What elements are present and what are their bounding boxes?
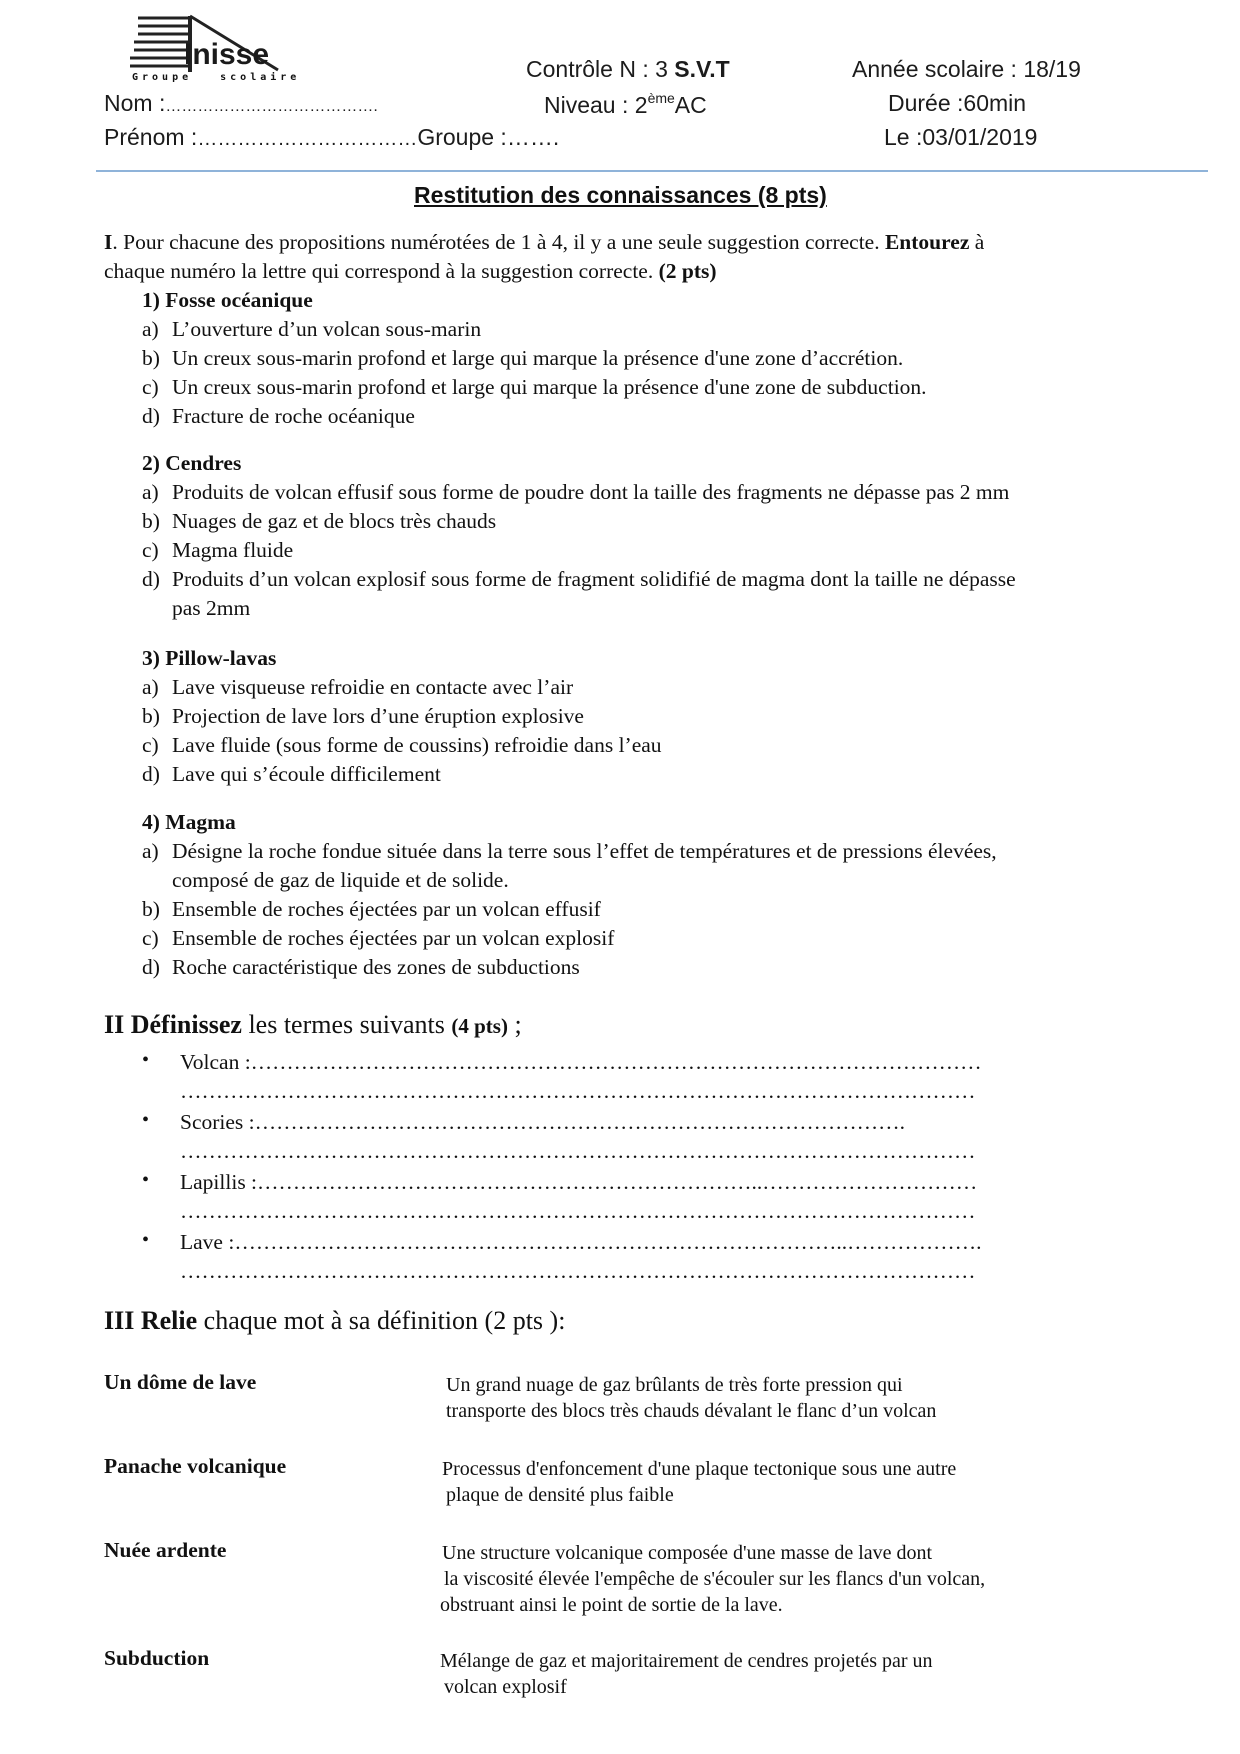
q4-option-a[interactable]: a) Désigne la roche fondue située dans la terre sous l’effet de températures et de pressions élevées, composé de gaz de liquide et de solide. xyxy=(142,839,997,892)
term-dome-de-lave[interactable]: Un dôme de lave xyxy=(104,1370,257,1394)
nom-field: Nom :…………………………………. xyxy=(104,90,378,116)
def-1[interactable]: Un grand nuage de gaz brûlants de très forte pression qui transporte des blocs très chauds dévalant le flanc d’un volcan xyxy=(446,1374,937,1422)
q4-option-b[interactable]: b) Ensemble de roches éjectées par un volcan effusif xyxy=(142,897,601,921)
part3-title: III Relie chaque mot à sa définition (2 pts ): xyxy=(104,1306,566,1335)
q1-title: 1) Fosse océanique xyxy=(142,288,313,312)
niveau: Niveau : 2èmeAC xyxy=(544,90,707,118)
define-scories[interactable]: Scories :………………………………………………………………………………. ………………………………………………………………………………………………… xyxy=(180,1110,976,1163)
logo-subtitle: Groupe scolaire xyxy=(132,72,301,83)
define-lave[interactable]: Lave :…………………………………………………………………………..………………. ………………………………………………………………………………………………… xyxy=(180,1230,982,1283)
def-3[interactable]: Une structure volcanique composée d'une masse de lave dont la viscosité élevée l'empêche de s'écouler sur les flancs d'un volcan, obstruant ainsi le point de sortie de la lave. xyxy=(440,1542,986,1616)
q2-option-c[interactable]: c) Magma fluide xyxy=(142,538,294,562)
q4-title: 4) Magma xyxy=(142,810,236,834)
q2-option-a[interactable]: a) Produits de volcan effusif sous forme de poudre dont la taille des fragments ne dépasse pas 2 mm xyxy=(142,480,1010,504)
bullet-icon: • xyxy=(142,1049,150,1071)
q3-option-c[interactable]: c) Lave fluide (sous forme de coussins) refroidie dans l’eau xyxy=(142,733,662,757)
q3-title: 3) Pillow-lavas xyxy=(142,646,277,670)
prenom-field: Prénom :……………………………Groupe :……. xyxy=(104,124,560,150)
q2-option-b[interactable]: b) Nuages de gaz et de blocs très chauds xyxy=(142,509,497,533)
q3-option-b[interactable]: b) Projection de lave lors d’une éruption explosive xyxy=(142,704,584,728)
q2-option-d[interactable]: d) Produits d’un volcan explosif sous forme de fragment solidifié de magma dont la taille ne dépasse pas 2mm xyxy=(142,567,1016,620)
q3-option-a[interactable]: a) Lave visqueuse refroidie en contacte avec l’air xyxy=(142,675,574,699)
bullet-icon: • xyxy=(142,1169,150,1191)
def-4[interactable]: Mélange de gaz et majoritairement de cendres projetés par un volcan explosif xyxy=(440,1650,933,1698)
bullet-icon: • xyxy=(142,1229,150,1251)
logo-name: Inisse xyxy=(184,38,270,71)
q1-option-b[interactable]: b) Un creux sous-marin profond et large qui marque la présence d'une zone d’accrétion. xyxy=(142,346,904,370)
q1-option-c[interactable]: c) Un creux sous-marin profond et large qui marque la présence d'une zone de subduction. xyxy=(142,375,927,399)
q3-option-d[interactable]: d) Lave qui s’écoule difficilement xyxy=(142,762,441,786)
duree: Durée :60min xyxy=(888,90,1027,116)
part1-intro: I. Pour chacune des propositions numérotées de 1 à 4, il y a une seule suggestion correcte. Entourez à chaque numéro la lettre qui correspond à la suggestion correcte. (2 pts) xyxy=(104,230,985,283)
q4-option-d[interactable]: d) Roche caractéristique des zones de subductions xyxy=(142,955,580,979)
control-title: Contrôle N : 3 S.V.T xyxy=(526,56,730,82)
term-panache-volcanique[interactable]: Panache volcanique xyxy=(104,1454,287,1478)
term-subduction[interactable]: Subduction xyxy=(104,1646,210,1670)
part2-title: II Définissez les termes suivants (4 pts) ; xyxy=(104,1010,522,1039)
define-volcan[interactable]: Volcan :………………………………………………………………………………………… ………………………………………………………………………………………………… xyxy=(180,1050,982,1103)
date: Le :03/01/2019 xyxy=(884,124,1038,150)
q2-title: 2) Cendres xyxy=(142,451,242,475)
section-title: Restitution des connaissances (8 pts) xyxy=(414,182,827,208)
q4-option-c[interactable]: c) Ensemble de roches éjectées par un volcan explosif xyxy=(142,926,615,950)
header-divider xyxy=(96,170,1208,172)
q1-option-d[interactable]: d) Fracture de roche océanique xyxy=(142,404,415,428)
q1-option-a[interactable]: a) L’ouverture d’un volcan sous-marin xyxy=(142,317,482,341)
define-lapillis[interactable]: Lapillis :……………………………………………………………..………………………… ………………………………………………………………………………………………… xyxy=(180,1170,978,1223)
school-year: Année scolaire : 18/19 xyxy=(852,56,1081,82)
def-2[interactable]: Processus d'enfoncement d'une plaque tectonique sous une autre plaque de densité plus faible xyxy=(442,1458,957,1506)
school-logo xyxy=(128,12,318,88)
bullet-icon: • xyxy=(142,1109,150,1131)
term-nuee-ardente[interactable]: Nuée ardente xyxy=(104,1538,227,1562)
